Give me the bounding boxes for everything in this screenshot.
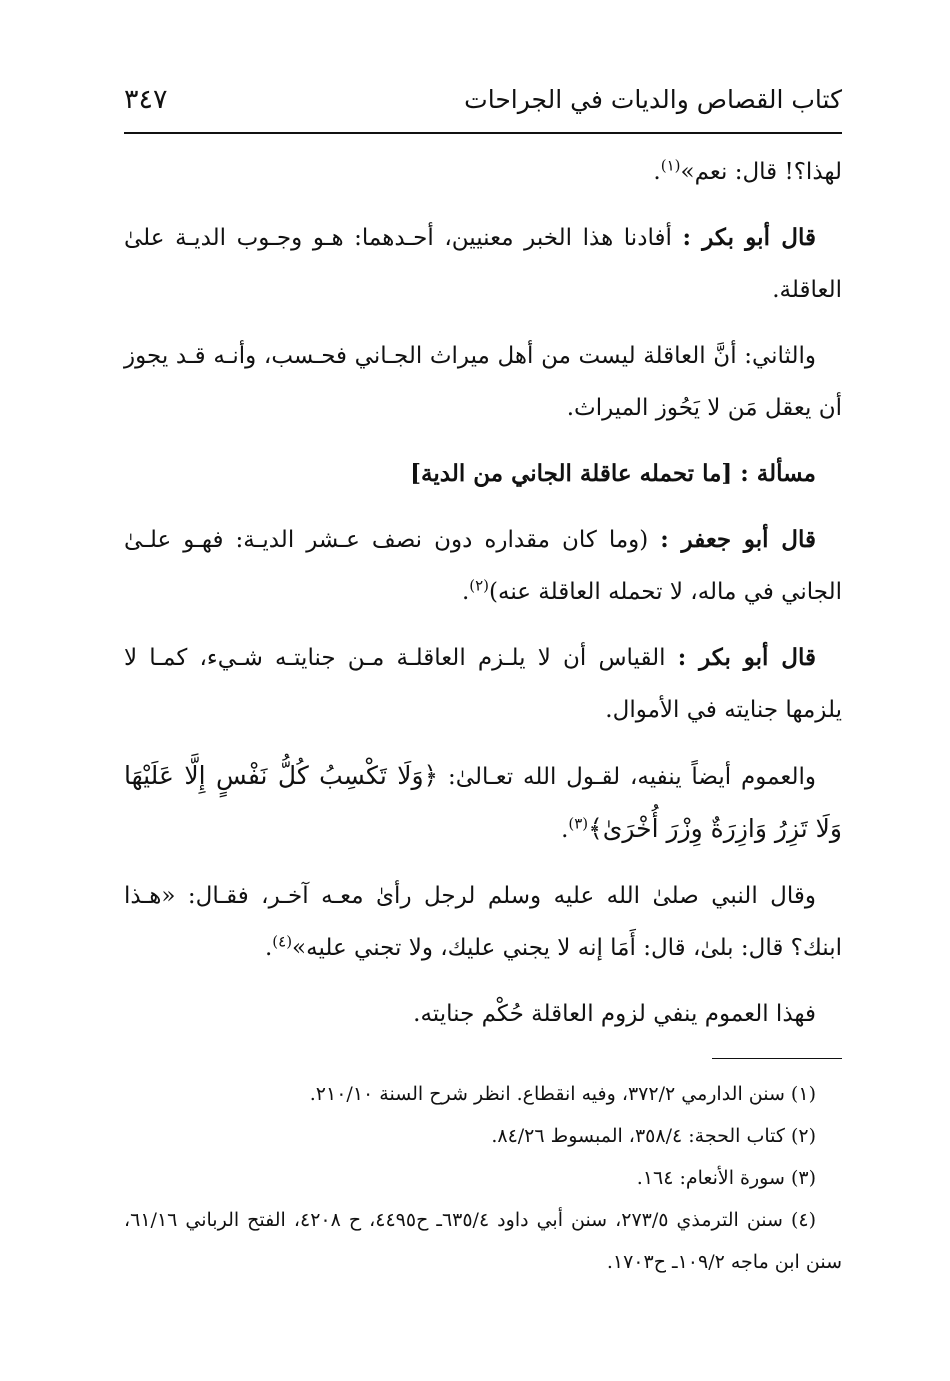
paragraph-end: . [653, 159, 661, 185]
paragraph-text: القياس أن لا يلـزم العاقلـة مـن جنايتـه شـيء، كمـا لا يلزمها جنايته في الأموال. [124, 645, 842, 723]
paragraph-text: لهذا؟! قال: نعم» [680, 159, 842, 185]
paragraph-7 [124, 870, 842, 974]
footnote-4: (٤) سنن الترمذي ٢٧٣/٥، سنن أبي داود ٦٣٥/٤ـ ح٤٤٩٥، ح ٤٢٠٨، الفتح الرباني ٦١/١٦، سنن ابن ماجه ١٠٩/٢ـ ح١٧٠٣. [124, 1209, 842, 1273]
footnotes [124, 1073, 842, 1283]
paragraph-text: والثاني: أنَّ العاقلة ليست من أهل ميراث الجـاني فحـسب، وأنـه قـد يجوز أن يعقل مَن لا يَحُوز الميراث. [124, 343, 842, 421]
paragraph-text: والعموم أيضاً ينفيه، لقـول الله تعـالىٰ: [438, 764, 816, 790]
footnote-ref-3: (٣) [568, 814, 589, 833]
paragraph-3 [124, 330, 842, 434]
footnote-2: (٢) كتاب الحجة: ٣٥٨/٤، المبسوط ٨٤/٢٦. [491, 1125, 816, 1147]
section-heading: مسألة : [ما تحمله عاقلة الجاني من الدية] [410, 460, 816, 487]
book-page [124, 84, 842, 1283]
paragraph-end: . [561, 817, 569, 843]
paragraph-text: (وما كان مقداره دون نصف عـشر الديـة: فهـو علـىٰ الجاني في ماله، لا تحمله العاقلة عنه) [124, 527, 842, 605]
book-title: كتاب القصاص والديات في الجراحات [464, 85, 842, 114]
paragraph-1 [124, 146, 842, 198]
paragraph-2 [124, 212, 842, 316]
paragraph-text: وقال النبي صلىٰ الله عليه وسلم لرجل رأىٰ معـه آخـر، فقـال: «هـذا ابنك؟ قال: بلىٰ، قال: أَمَا إنه لا يجني عليك، ولا تجني عليه» [124, 883, 842, 961]
paragraph-end: . [461, 579, 470, 605]
speaker-label: قال أبو بكر : [682, 224, 816, 251]
page-number: ٣٤٧ [124, 84, 168, 115]
paragraph-text: فهذا العموم ينفي لزوم العاقلة حُكْم جنايته. [413, 1001, 816, 1027]
main-text [124, 146, 842, 1040]
footnote-divider [712, 1058, 842, 1059]
footnote-ref-2: (٢) [469, 576, 490, 595]
footnote-ref-4: (٤) [272, 932, 293, 951]
paragraph-text: أفادنا هذا الخبر معنيين، أحـدهما: هـو وجـوب الديـة علىٰ العاقلة. [124, 225, 842, 303]
paragraph-end: . [264, 935, 273, 961]
paragraph-8 [124, 988, 842, 1040]
paragraph-5 [124, 632, 842, 736]
speaker-label: قال أبو بكر : [677, 644, 816, 671]
speaker-label: قال أبو جعفر : [660, 526, 816, 553]
quran-verse: ﴿وَلَا تَكْسِبُ كُلُّ نَفْسٍ إِلَّا عَلَيْهَا وَلَا تَزِرُ وَازِرَةٌ وِزْرَ أُخْرَىٰ﴾ [124, 761, 842, 843]
footnote-1: (١) سنن الدارمي ٣٧٢/٢، وفيه انقطاع. انظر شرح السنة ٢١٠/١٠. [309, 1083, 816, 1105]
footnote-ref-1: (١) [660, 156, 681, 175]
running-header [124, 84, 842, 134]
paragraph-6 [124, 750, 842, 856]
footnote-3: (٣) سورة الأنعام: ١٦٤. [636, 1167, 816, 1189]
paragraph-4 [124, 514, 842, 618]
